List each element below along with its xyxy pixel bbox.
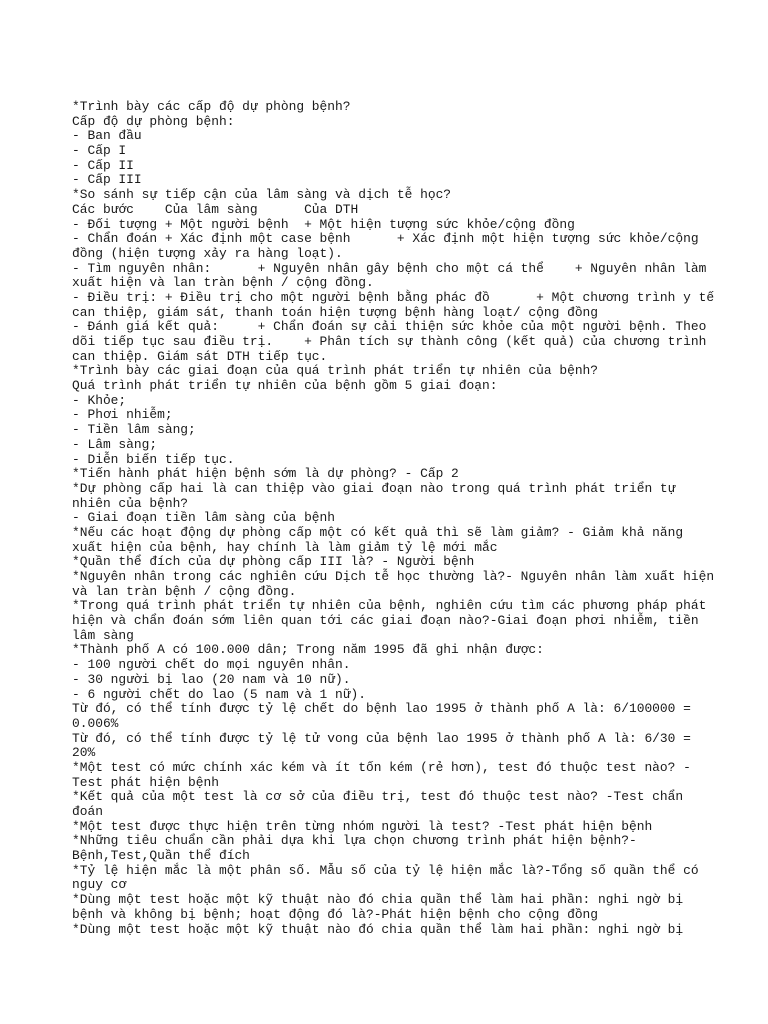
text-line: - Cấp I: [72, 143, 127, 159]
text-line: - Điều trị: + Điều trị cho một người bệnh bằng phác đồ + Một chương trình y tế: [72, 289, 715, 305]
text-line: - 30 người bị lao (20 nam và 10 nữ).: [72, 671, 351, 687]
text-line: 20%: [72, 745, 96, 761]
text-line: - 6 người chết do lao (5 nam và 1 nữ).: [72, 686, 366, 702]
text-line: - Ban đầu: [72, 128, 142, 144]
text-line: - Đánh giá kết quả: + Chẩn đoán sự cải thiện sức khỏe của một người bệnh. Theo: [72, 319, 707, 335]
text-line: *Dự phòng cấp hai là can thiệp vào giai đoạn nào trong quá trình phát triển tự: [72, 480, 676, 496]
text-line: *So sánh sự tiếp cận của lâm sàng và dịch tễ học?: [72, 187, 452, 203]
text-line: *Dùng một test hoặc một kỹ thuật nào đó chia quần thể làm hai phần: nghi ngờ bị: [72, 892, 684, 908]
text-line: Test phát hiện bệnh: [72, 774, 219, 790]
text-line: Từ đó, có thể tính được tỷ lệ tử vong của bệnh lao 1995 ở thành phố A là: 6/30 =: [72, 730, 691, 746]
text-line: - Cấp II: [72, 157, 134, 173]
text-line: can thiệp, giám sát, thanh toán hiện tượng bệnh hàng loạt/ cộng đồng: [72, 304, 599, 320]
text-line: *Tiến hành phát hiện bệnh sớm là dự phòng? - Cấp 2: [72, 466, 459, 482]
text-line: *Một test có mức chính xác kém và ít tốn kém (rẻ hơn), test đó thuộc test nào? -: [72, 759, 691, 775]
text-line: - Tiền lâm sàng;: [72, 422, 196, 438]
text-line: và lan tràn bệnh / cộng đồng.: [72, 583, 297, 599]
text-line: - Cấp III: [72, 172, 142, 188]
text-line: *Quần thể đích của dự phòng cấp III là? - Người bệnh: [72, 554, 475, 570]
text-line: *Một test được thực hiện trên từng nhóm người là test? -Test phát hiện bệnh: [72, 818, 653, 834]
text-line: xuất hiện của bệnh, hay chính là làm giảm tỷ lệ mới mắc: [72, 539, 498, 555]
text-line: Bệnh,Test,Quần thể đích: [72, 848, 250, 864]
text-line: *Trình bày các cấp độ dự phòng bệnh?: [72, 99, 351, 114]
text-line: *Nếu các hoạt động dự phòng cấp một có kết quả thì sẽ làm giảm? - Giảm khả năng: [72, 524, 684, 540]
text-line: hiện và chẩn đoán sớm liên quan tới các giai đoạn nào?-Giai đoạn phơi nhiễm, tiền: [72, 613, 699, 629]
text-line: *Dùng một test hoặc một kỹ thuật nào đó chia quần thể làm hai phần: nghi ngờ bị: [72, 921, 684, 937]
text-line: đoán: [72, 804, 103, 819]
text-line: - Diễn biến tiếp tục.: [72, 451, 235, 467]
text-line: đồng (hiện tượng xảy ra hàng loạt).: [72, 245, 343, 261]
text-line: - Chẩn đoán + Xác định một case bệnh + Xác định một hiện tượng sức khỏe/cộng: [72, 231, 699, 247]
text-line: *Kết quả của một test là cơ sở của điều trị, test đó thuộc test nào? -Test chẩn: [72, 789, 684, 805]
text-line: nguy cơ: [72, 877, 127, 893]
text-line: *Trong quá trình phát triển tự nhiên của bệnh, nghiên cứu tìm các phương pháp phát: [72, 598, 707, 614]
text-line: lâm sàng: [72, 627, 134, 643]
text-line: Quá trình phát triển tự nhiên của bệnh gồm 5 giai đoạn:: [72, 378, 498, 394]
text-line: nhiên của bệnh?: [72, 495, 189, 511]
text-line: Từ đó, có thể tính được tỷ lệ chết do bệnh lao 1995 ở thành phố A là: 6/100000 =: [72, 701, 691, 717]
document-text: [72, 99, 715, 937]
text-line: *Tỷ lệ hiện mắc là một phân số. Mẫu số của tỷ lệ hiện mắc là?-Tổng số quần thể có: [72, 862, 699, 878]
text-line: - Tìm nguyên nhân: + Nguyên nhân gây bệnh cho một cá thể + Nguyên nhân làm: [72, 260, 707, 276]
text-line: *Nguyên nhân trong các nghiên cứu Dịch tễ học thường là?- Nguyên nhân làm xuất hiện: [72, 569, 715, 584]
text-line: - Đối tượng + Một người bệnh + Một hiện tượng sức khỏe/cộng đồng: [72, 216, 575, 232]
text-line: - Phơi nhiễm;: [72, 407, 173, 423]
text-line: - Lâm sàng;: [72, 436, 158, 452]
text-line: - Giai đoạn tiền lâm sàng của bệnh: [72, 510, 336, 526]
text-line: Cấp độ dự phòng bệnh:: [72, 113, 235, 129]
text-line: bệnh và không bị bệnh; hoạt động đó là?-Phát hiện bệnh cho cộng đồng: [72, 906, 599, 922]
text-line: can thiệp. Giám sát DTH tiếp tục.: [72, 348, 328, 364]
text-line: dõi tiếp tục sau điều trị. + Phân tích sự thành công (kết quả) của chương trình: [72, 334, 707, 349]
text-line: 0.006%: [72, 715, 119, 731]
text-line: xuất hiện và lan tràn bệnh / cộng đồng.: [72, 275, 374, 291]
text-line: *Thành phố A có 100.000 dân; Trong năm 1995 đã ghi nhận được:: [72, 642, 544, 658]
text-line: - Khỏe;: [72, 392, 127, 408]
text-line: *Trình bày các giai đoạn của quá trình phát triển tự nhiên của bệnh?: [72, 363, 599, 379]
text-line: - 100 người chết do mọi nguyên nhân.: [72, 657, 351, 673]
text-line: *Những tiêu chuẩn cần phải dựa khi lựa chọn chương trình phát hiện bệnh?-: [72, 833, 637, 849]
text-line: Các bước Của lâm sàng Của DTH: [72, 201, 359, 217]
